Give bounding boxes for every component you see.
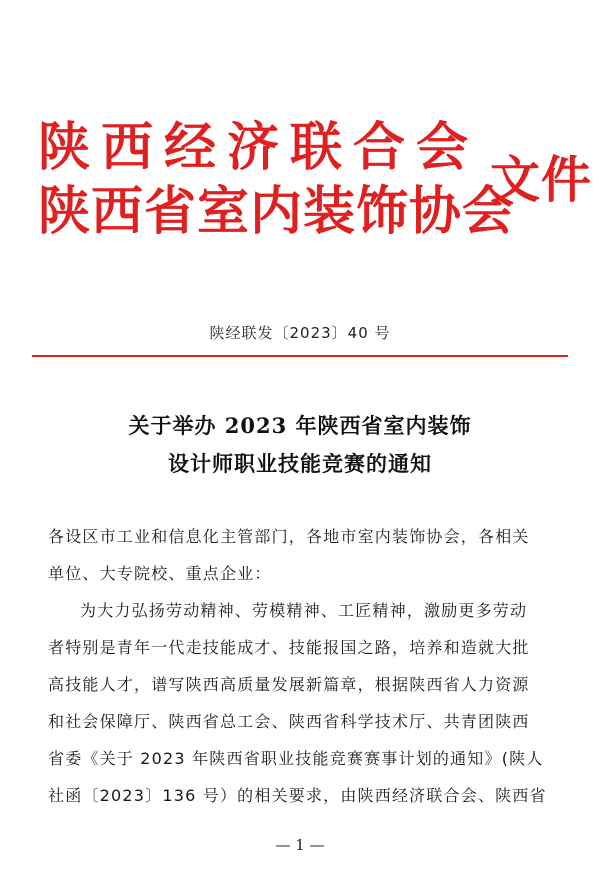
body-line: 高技能人才，谱写陕西高质量发展新篇章，根据陕西省人力资源 <box>48 675 530 694</box>
body-line: 和社会保障厅、陕西省总工会、陕西省科学技术厅、共青团陕西 <box>48 712 530 731</box>
salutation-line-1: 各设区市工业和信息化主管部门，各地市室内装饰协会，各相关 <box>48 527 530 546</box>
notice-title-line-2: 设计师职业技能竞赛的通知 <box>168 451 432 476</box>
red-letterhead <box>30 110 592 260</box>
document-number: 陕经联发〔2023〕40 号 <box>209 324 391 342</box>
document-label: 文件 <box>490 150 592 209</box>
body-line: 者特别是青年一代走技能成才、技能报国之路，培养和造就大批 <box>48 638 530 657</box>
body-line: 社函〔2023〕136 号）的相关要求，由陕西经济联合会、陕西省 <box>48 786 547 805</box>
issuer-name-1: 陕西经济联合会 <box>38 117 480 178</box>
red-divider-line <box>32 355 568 357</box>
body-line: 省委《关于 2023 年陕西省职业技能竞赛赛事计划的通知》(陕人 <box>48 749 544 768</box>
salutation-line-2: 单位、大专院校、重点企业： <box>48 564 272 583</box>
issuer-name-2: 陕西省室内装饰协会 <box>38 181 516 242</box>
notice-title-line-1: 关于举办 2023 年陕西省室内装饰 <box>128 413 472 438</box>
body-line: 为大力弘扬劳动精神、劳模精神、工匠精神，激励更多劳动 <box>80 601 528 620</box>
page-number: — 1 — <box>275 836 325 854</box>
